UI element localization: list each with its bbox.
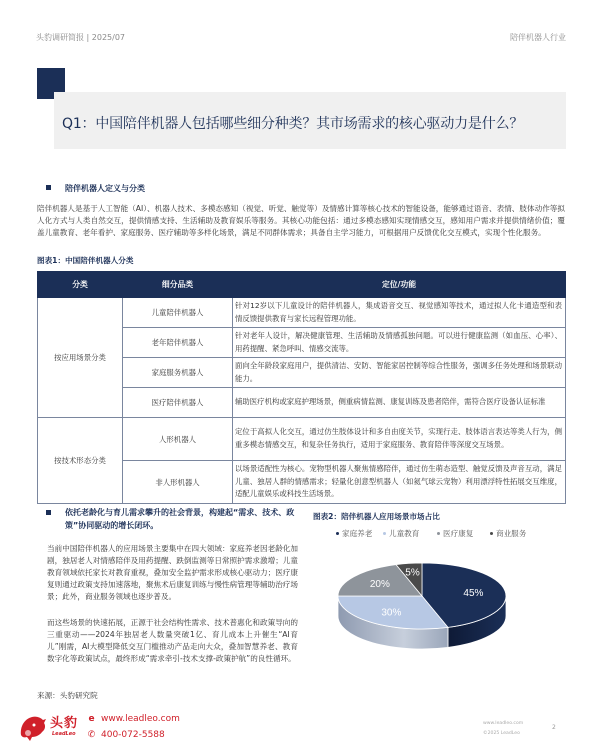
source-note: 来源：头豹研究院 [37, 691, 98, 700]
legend-swatch [336, 532, 339, 535]
subcategory-cell: 儿童陪伴机器人 [123, 298, 233, 328]
page-number: 2 [552, 724, 556, 731]
pie-data-label: 45% [463, 587, 484, 599]
drivers-paragraph-1: 当前中国陪伴机器人的应用场景主要集中在四大领域：家庭养老因老龄化加剧，独居老人对情感陪伴及用药提醒、跌倒监测等日常照护需求激增；儿童教育领域依托家长对教育重视，叠加安全监护需求形成核心驱动力；医疗康复则通过政策支持加速落地，聚焦术后康复训练与慢性病管理等辅助治疗场景；此外，商业服务领域也逐步普及。 [47, 544, 298, 601]
subcategory-cell: 医疗陪伴机器人 [123, 388, 233, 418]
legend-item-children [383, 528, 419, 539]
category-cell: 按技术形态分类 [38, 418, 123, 504]
subcategory-cell: 家庭服务机器人 [123, 358, 233, 388]
legend-label: 商业服务 [496, 529, 527, 538]
phone-text: 400-072-5588 [101, 730, 165, 740]
function-cell: 定位于高拟人化交互，通过仿生肢体设计和多自由度关节，实现行走、肢体语言表达等类人行为，侧重多模态情感交互，和复杂任务执行，适用于家庭服务、教育陪伴等深度交互场景。 [233, 418, 566, 461]
table-header-row [38, 272, 566, 298]
pie-data-label: 30% [381, 607, 402, 619]
square-bullet-icon [46, 510, 51, 515]
function-cell: 面向全年龄段家庭用户，提供清洁、安防、智能家居控制等综合性服务，强调多任务处理和场景联动能力。 [233, 358, 566, 388]
section-drivers-heading [46, 506, 306, 532]
function-cell: 以场景适配性为核心。宠物型机器人聚焦情感陪伴，通过仿生萌态造型、触觉反馈及声音互动，满足儿童、独居人群的情感需求；轻量化创意型机器人（如氦气球云宠物）利用漂浮特性拓展交互维度，适配儿童娱乐或科技生活场景。 [233, 461, 566, 504]
subcategory-cell: 非人形机器人 [123, 461, 233, 504]
pie-data-label: 5% [405, 567, 420, 579]
function-cell: 针对12岁以下儿童设计的陪伴机器人，集成语音交互、视觉感知等技术，通过拟人化卡通造型和表情反馈提供教育与家长远程管理功能。 [233, 298, 566, 328]
website-text[interactable]: www.leadleo.com [101, 714, 180, 724]
pie-chart [320, 548, 560, 688]
footer-small-url: www.leadleo.com [483, 721, 524, 726]
footer-website[interactable] [86, 714, 180, 724]
section-drivers-title: 依托老龄化与育儿需求攀升的社会背景，构建起“需求、技术、政策”协同驱动的增长闭环。 [65, 508, 295, 530]
table-row [38, 298, 566, 328]
pie-chart-title: 图表2：陪伴机器人应用场景市场占比 [313, 512, 440, 521]
report-header-left: 头豹调研简报 | 2025/07 [36, 33, 126, 42]
column-header-subcategory: 细分品类 [123, 272, 233, 298]
column-header-function: 定位/功能 [233, 272, 566, 298]
brand-name-cn: 头豹 [50, 716, 79, 731]
legend-swatch [383, 532, 386, 535]
legend-item-commercial [490, 528, 526, 539]
definition-paragraph: 陪伴机器人是基于人工智能（AI）、机器人技术、多模态感知（视觉、听觉、触觉等）及情感计算等核心技术的智能设备，能够通过语音、表情、肢体动作等拟人化方式与人类自然交互，提供情感支持、生活辅助及教育娱乐等服务。其核心功能包括：通过多模态感知实现情感交互，感知用户需求并提供情绪价值；覆盖儿童教育、老年看护、家庭服务、医疗辅助等多样化场景，满足不同群体需求；具备自主学习能力，可根据用户反馈优化交互模式，实现个性化服务。 [37, 204, 565, 237]
legend-swatch [490, 532, 493, 535]
footer-copyright: ©2025 LeadLeo [483, 731, 520, 736]
section-definition-heading [46, 183, 145, 194]
square-bullet-icon [46, 185, 51, 190]
column-header-category: 分类 [38, 272, 123, 298]
subcategory-cell: 人形机器人 [123, 418, 233, 461]
brand-name-en: LeadLeo [52, 731, 76, 737]
function-cell: 针对老年人设计，解决健康管理、生活辅助及情感孤独问题。可以进行健康监测（如血压、心率）、用药提醒、紧急呼叫、情感交流等。 [233, 328, 566, 358]
legend-label: 医疗康复 [443, 529, 474, 538]
browser-e-icon: e [88, 714, 95, 724]
pie-data-label: 20% [369, 578, 390, 590]
section-definition-title: 陪伴机器人定义与分类 [65, 184, 145, 193]
subcategory-cell: 老年陪伴机器人 [123, 328, 233, 358]
legend-label: 家庭养老 [342, 529, 373, 538]
question-title: Q1：中国陪伴机器人包括哪些细分种类？其市场需求的核心驱动力是什么？ [62, 116, 524, 132]
legend-item-elderly [336, 528, 372, 539]
category-cell: 按应用场景分类 [38, 298, 123, 418]
legend-swatch [437, 532, 440, 535]
leopard-logo-icon [18, 713, 48, 743]
table-row [38, 418, 566, 461]
legend-item-medical [437, 528, 473, 539]
footer-phone [86, 730, 165, 740]
table-title: 图表1：中国陪伴机器人分类 [37, 256, 134, 265]
function-cell: 辅助医疗机构或家庭护理场景，侧重病情监测、康复训练及患者陪伴，需符合医疗设备认证标准 [233, 388, 566, 418]
drivers-paragraph-2: 而这些场景的快速拓展，正源于社会结构性需求、技术普惠化和政策导向的三重驱动——2024年独居老人数量突破1亿、育儿成本上升催生“AI育儿”刚需，AI大模型降低交互门槛推动产品走向大众，叠加智慧养老、教育数字化等政策试点，最终形成“需求牵引-技术支撑-政策护航”的良性循环。 [47, 618, 298, 663]
classification-table [37, 271, 566, 504]
phone-icon: ✆ [87, 730, 96, 740]
report-header-right: 陪伴机器人行业 [510, 33, 566, 42]
legend-label: 儿童教育 [389, 529, 420, 538]
